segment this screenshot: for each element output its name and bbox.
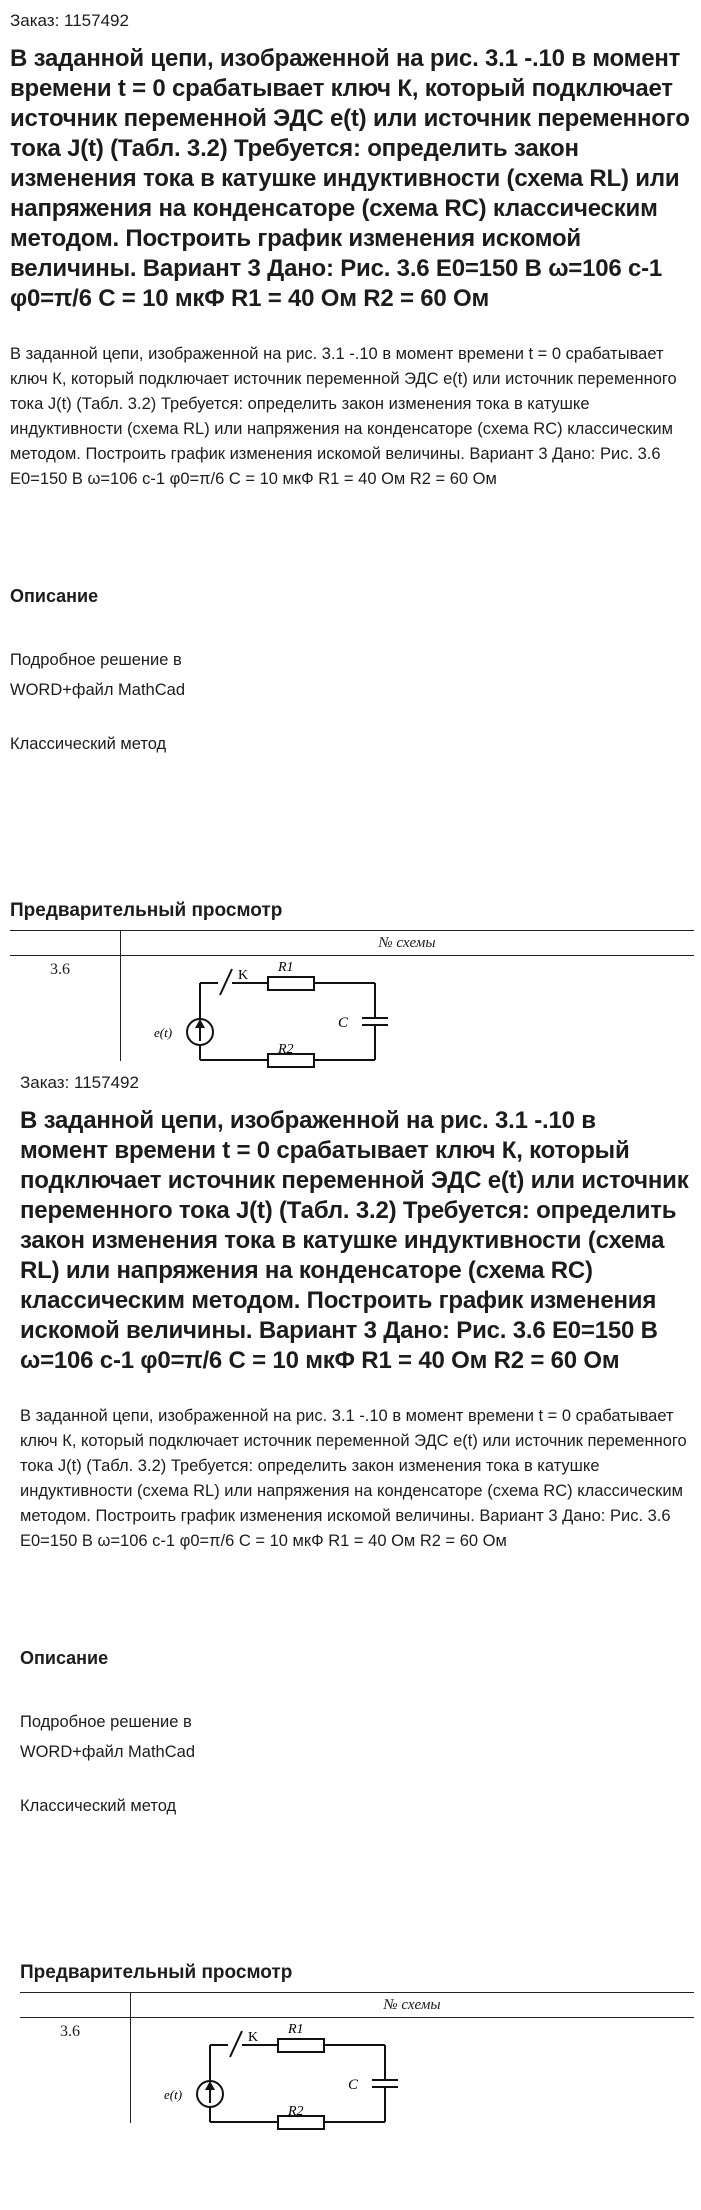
c-label: C xyxy=(338,1015,349,1031)
r1-label: R1 xyxy=(278,960,294,975)
description-heading: Описание xyxy=(10,586,99,606)
scheme-number: 3.6 xyxy=(60,2023,80,2040)
solution-line-2: WORD+файл MathCad xyxy=(10,681,186,699)
description-text: В заданной цепи, изображенной на рис. 3.1 -.10 в момент времени t = 0 срабатывает ключ К, который подключает источник переменной ЭДС e(t) или источник переменного тока J(t) (Табл. 3.2) Требуется: определить закон изменения тока в катушке индуктивности (схема RL) или напряжения на конденсаторе (схема RC) классическим методом. Построить график изменения искомой величины. Вариант 3 Дано: Рис. 3.6 E0=150 В ω=106 с-1 φ0=π/6 C = 10 мкФ R1 = 40 Ом R2 = 60 Ом xyxy=(10,345,677,488)
c-label: C xyxy=(348,2077,359,2093)
order-number: Заказ: 1157492 xyxy=(20,1073,139,1092)
page-title: В заданной цепи, изображенной на рис. 3.1 -.10 в момент времени t = 0 срабатывает ключ К, который подключает источник переменной ЭДС e(t) или источник переменного тока J(t) (Табл. 3.2) Требуется: определить закон изменения тока в катушке индуктивности (схема RL) или напряжения на конденсаторе (схема RC) классическим методом. Построить график изменения искомой величины. Вариант 3 Дано: Рис. 3.6 E0=150 В ω=106 с-1 φ0=π/6 C = 10 мкФ R1 = 40 Ом R2 = 60 Ом xyxy=(10,45,690,312)
description-heading: Описание xyxy=(20,1648,109,1668)
page-title: В заданной цепи, изображенной на рис. 3.1 -.10 в момент времени t = 0 срабатывает ключ К, который подключает источник переменной ЭДС e(t) или источник переменного тока J(t) (Табл. 3.2) Требуется: определить закон изменения тока в катушке индуктивности (схема RL) или напряжения на конденсаторе (схема RC) классическим методом. Построить график изменения искомой величины. Вариант 3 Дано: Рис. 3.6 E0=150 В ω=106 с-1 φ0=π/6 C = 10 мкФ R1 = 40 Ом R2 = 60 Ом xyxy=(20,1107,689,1374)
r2-label: R2 xyxy=(288,2104,304,2119)
method-text: Классический метод xyxy=(10,735,167,753)
preview-column-header: № схемы xyxy=(130,1993,694,2018)
r1-label: R1 xyxy=(288,2022,304,2037)
e-label: e(t) xyxy=(154,1025,173,1040)
circuit-diagram xyxy=(154,955,410,1061)
preview-image xyxy=(20,1992,694,2122)
k-label: K xyxy=(238,968,249,983)
preview-heading: Предварительный просмотр xyxy=(10,900,283,921)
r2-label: R2 xyxy=(278,1042,294,1057)
circuit-diagram xyxy=(164,2017,420,2123)
method-text: Классический метод xyxy=(20,1797,177,1815)
preview-image xyxy=(10,930,694,1060)
solution-line-2: WORD+файл MathCad xyxy=(20,1743,196,1761)
k-label: K xyxy=(248,2030,259,2045)
order-number: Заказ: 1157492 xyxy=(10,11,129,30)
preview-heading: Предварительный просмотр xyxy=(20,1962,293,1983)
description-text: В заданной цепи, изображенной на рис. 3.1 -.10 в момент времени t = 0 срабатывает ключ К, который подключает источник переменной ЭДС e(t) или источник переменного тока J(t) (Табл. 3.2) Требуется: определить закон изменения тока в катушке индуктивности (схема RL) или напряжения на конденсаторе (схема RC) классическим методом. Построить график изменения искомой величины. Вариант 3 Дано: Рис. 3.6 E0=150 В ω=106 с-1 φ0=π/6 C = 10 мкФ R1 = 40 Ом R2 = 60 Ом xyxy=(20,1407,687,1550)
e-label: e(t) xyxy=(164,2087,183,2102)
preview-column-header: № схемы xyxy=(120,931,694,956)
solution-line-1: Подробное решение в xyxy=(20,1713,192,1731)
scheme-number: 3.6 xyxy=(50,961,70,978)
solution-line-1: Подробное решение в xyxy=(10,651,182,669)
